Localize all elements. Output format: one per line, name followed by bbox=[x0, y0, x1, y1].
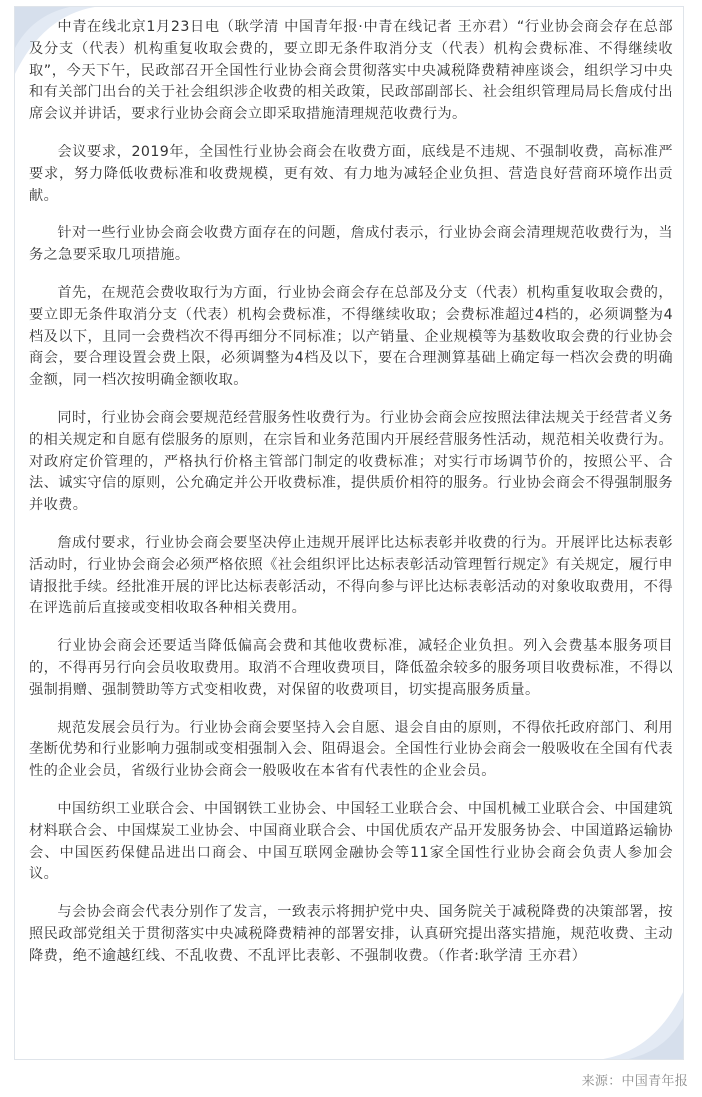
source-attribution: 来源：中国青年报 bbox=[581, 1074, 688, 1089]
paragraph-awards-rules: 詹成付要求，行业协会商会要坚决停止违规开展评比达标表彰并收费的行为。开展评比达标表彰活动时，行业协会商会必须严格依照《社会组织评比达标表彰活动管理暂行规定》有关规定，履行申请报批手续。经批准开展的评比达标表彰活动，不得向参与评比达标表彰活动的对象收取费用，不得在评选前后直接或变相收取各种相关费用。 bbox=[29, 534, 673, 617]
paragraph-lead: 中青在线北京1月23日电（耿学清 中国青年报·中青在线记者 王亦君）“行业协会商会存在总部及分支（代表）机构重复收取会费的，要立即无条件取消分支（代表）机构会费标准、不得继续收取”，今天下午，民政部召开全国性行业协会商会贯彻落实中央减税降费精神座谈会，组织学习中央和有关部门出台的关于社会组织涉企收费的相关政策，民政部副部长、社会组织管理局局长詹成付出席会议并讲话，要求行业协会商会立即采取措施清理规范收费行为。 bbox=[29, 19, 673, 123]
article-card bbox=[14, 6, 684, 1060]
paragraph-attendees: 中国纺织工业联合会、中国钢铁工业协会、中国轻工业联合会、中国机械工业联合会、中国建筑材料联合会、中国煤炭工业协会、中国商业联合会、中国优质农产品开发服务协会、中国道路运输协会、中国医药保健品进出口商会、中国互联网金融协会等11家全国性行业协会商会负责人参加会议。 bbox=[29, 800, 673, 883]
paragraph-membership-fee-rules: 首先，在规范会费收取行为方面，行业协会商会存在总部及分支（代表）机构重复收取会费的，要立即无条件取消分支（代表）机构会费标准，不得继续收取；会费标准超过4档的，必须调整为4档及以下，且同一会费档次不得再细分不同标准；以产销量、企业规模等为基数收取会费的行业协会商会，要合理设置会费上限，必须调整为4档及以下，要在合理测算基础上确定每一档次会费的明确金额，同一档次按明确金额收取。 bbox=[29, 284, 673, 389]
paragraph-membership-conduct: 规范发展会员行为。行业协会商会要坚持入会自愿、退会自由的原则，不得依托政府部门、利用垄断优势和行业影响力强制或变相强制入会、阻碍退会。全国性行业协会商会一般吸收在全国有代表性的企业会员，省级行业协会商会一般吸收在本省有代表性的企业会员。 bbox=[29, 719, 673, 780]
paragraph-measures-intro: 针对一些行业协会商会收费方面存在的问题，詹成付表示，行业协会商会清理规范收费行为，当务之急要采取几项措施。 bbox=[29, 225, 673, 264]
paragraph-reduce-fees: 行业协会商会还要适当降低偏高会费和其他收费标准，减轻企业负担。列入会费基本服务项目的，不得再另行向会员收取费用。取消不合理收费项目，降低盈余较多的服务项目收费标准，不得以强制捐赠、强制赞助等方式变相收费，对保留的收费项目，切实提高服务质量。 bbox=[29, 638, 673, 698]
article-body bbox=[29, 17, 673, 983]
paragraph-closing: 与会协会商会代表分别作了发言，一致表示将拥护党中央、国务院关于减税降费的决策部署，按照民政部党组关于贯彻落实中央减税降费精神的部署安排，认真研究提出落实措施，规范收费、主动降费，绝不逾越红线、不乱收费、不乱评比表彰、不强制收费。（作者:耿学清 王亦君） bbox=[29, 904, 673, 964]
paragraph-service-fee-rules: 同时，行业协会商会要规范经营服务性收费行为。行业协会商会应按照法律法规关于经营者义务的相关规定和自愿有偿服务的原则，在宗旨和业务范围内开展经营服务性活动，规范相关收费行为。对政府定价管理的，严格执行价格主管部门制定的收费标准；对实行市场调节价的，按照公平、合法、诚实守信的原则，公允确定并公开收费标准，提供质价相符的服务。行业协会商会不得强制服务并收费。 bbox=[29, 409, 673, 514]
paragraph-meeting-requirements: 会议要求，2019年，全国性行业协会商会在收费方面，底线是不违规、不强制收费，高标准严要求，努力降低收费标准和收费规模，更有效、有力地为减轻企业负担、营造良好营商环境作出贡献。 bbox=[29, 143, 673, 204]
